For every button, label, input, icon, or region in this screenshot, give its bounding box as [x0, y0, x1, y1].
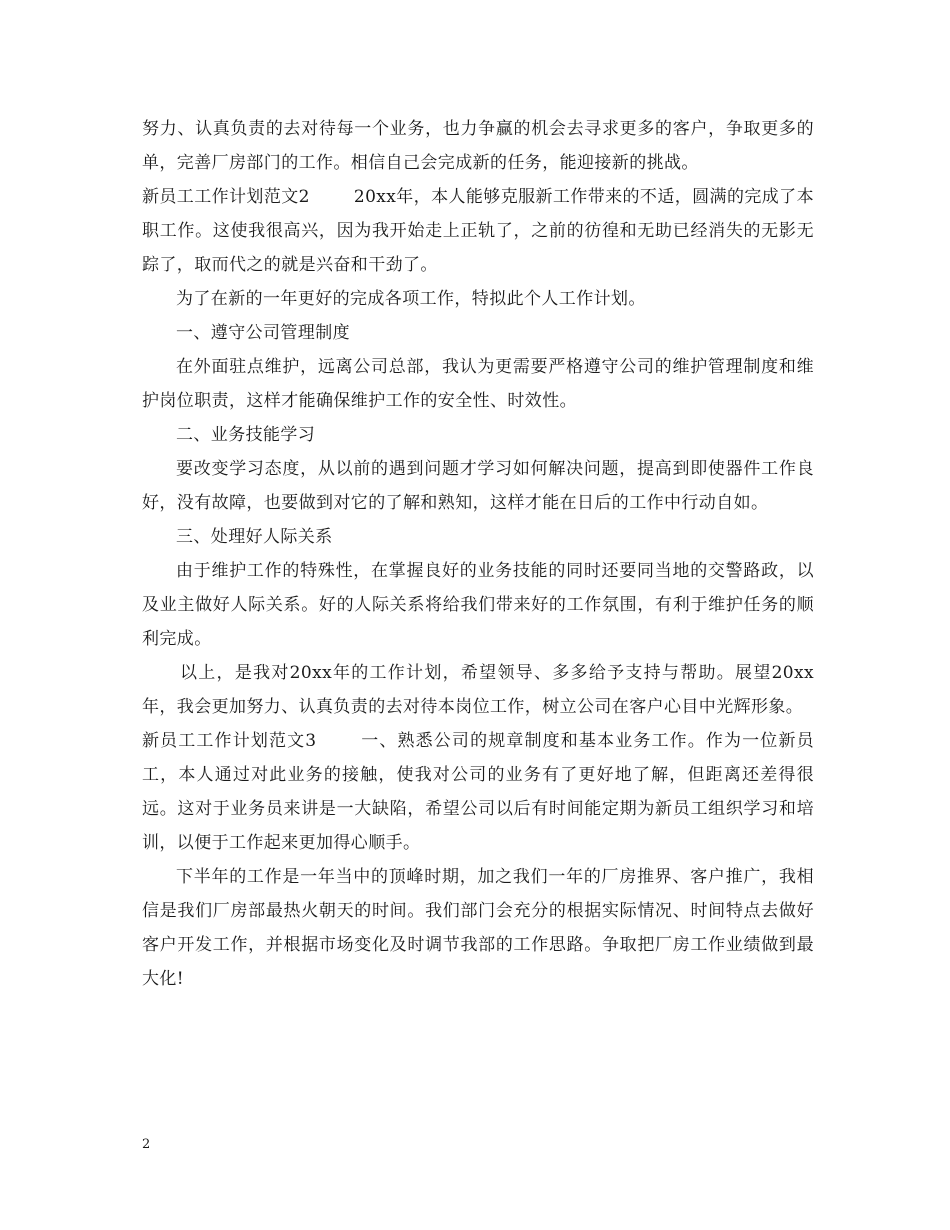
section-2-intro-text: 20xx年，本人能够克服新工作带来的不适，圆满的完成了本职工作。这使我很高兴，因为我开始走上正轨了，之前的彷徨和无助已经消失的无影无踪了，取而代之的就是兴奋和干劲了。 [142, 187, 814, 275]
paragraph-relations: 由于维护工作的特殊性，在掌握良好的业务技能的同时还要同当地的交警路政，以及业主做好人际关系。好的人际关系将给我们带来好的工作氛围，有利于维护任务的顺利完成。 [142, 561, 814, 649]
paragraph-section-3-intro [142, 724, 814, 860]
paragraph-continuation: 努力、认真负责的去对待每一个业务，也力争赢的机会去寻求更多的客户，争取更多的单，完善厂房部门的工作。相信自己会完成新的任务，能迎接新的挑战。 [142, 119, 814, 173]
paragraph-rules: 在外面驻点维护，远离公司总部，我认为更需要严格遵守公司的维护管理制度和维护岗位职责，这样才能确保维护工作的安全性、时效性。 [142, 357, 814, 411]
paragraph-skills: 要改变学习态度，从以前的遇到问题才学习如何解决问题，提高到即使器件工作良好，没有故障，也要做到对它的了解和熟知，这样才能在日后的工作中行动自如。 [142, 459, 814, 513]
page-number: 2 [142, 1137, 151, 1152]
paragraph-summary: 以上，是我对20xx年的工作计划，希望领导、多多给予支持与帮助。展望20xx年，我会更加努力、认真负责的去对待本岗位工作，树立公司在客户心目中光辉形象。 [142, 663, 814, 717]
paragraph-plan-purpose: 为了在新的一年更好的完成各项工作，特拟此个人工作计划。 [176, 289, 646, 309]
paragraph-second-half-year: 下半年的工作是一年当中的顶峰时期，加之我们一年的厂房推界、客户推广，我相信是我们厂房部最热火朝天的时间。我们部门会充分的根据实际情况、时间特点去做好客户开发工作，并根据市场变化及时调节我部的工作思路。争取把厂房工作业绩做到最大化! [142, 867, 814, 989]
section-3-intro-text: 一、熟悉公司的规章制度和基本业务工作。作为一位新员工，本人通过对此业务的接触，使我对公司的业务有了更好地了解，但距离还差得很远。这对于业务员来讲是一大缺陷，希望公司以后有时间能定期为新员工组织学习和培训，以便于工作起来更加得心顺手。 [142, 731, 814, 853]
document-body [142, 112, 814, 996]
section-heading-2: 新员工工作计划范文2 [142, 187, 310, 207]
section-heading-3: 新员工工作计划范文3 [142, 731, 317, 751]
subheading-rules: 一、遵守公司管理制度 [176, 323, 350, 343]
paragraph-section-2-intro [142, 180, 814, 282]
subheading-relations: 三、处理好人际关系 [176, 527, 333, 547]
subheading-skills: 二、业务技能学习 [176, 425, 316, 445]
